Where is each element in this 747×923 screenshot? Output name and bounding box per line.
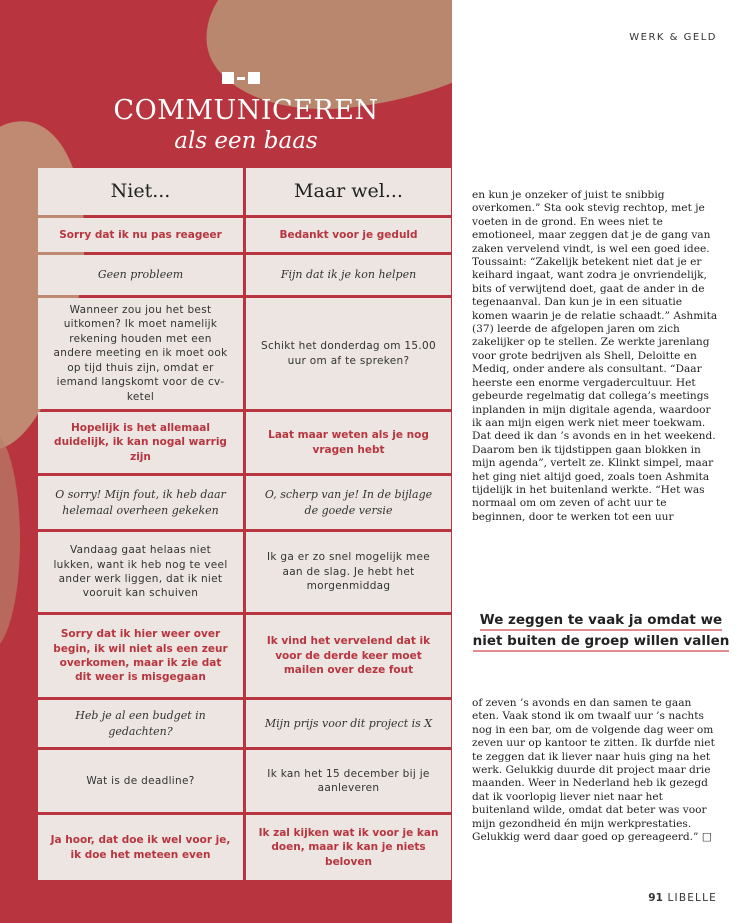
header-niet: Niet... xyxy=(38,168,243,215)
logo-mark-icon xyxy=(222,72,260,84)
wel-cell: Schikt het donderdag om 15.00 uur om af te spreken? xyxy=(246,298,451,409)
body-text-lower: of zeven ’s avonds en dan samen te gaan eten. Vaak stond ik om twaalf uur ’s nachts nog in een bar, om de volgende dag weer om zeven uur op kantoor te zitten. Ik durfde niet te zeggen dat ik liever naar huis ging na het werk. Gelukkig duurde dit project maar drie maanden. Weer in Nederland heb ik gezegd dat ik voorlopig liever niet naar het buitenland wilde, omdat dat beter was voor mijn gezondheid én mijn werkprestaties. Gelukkig werd daar goed op gereageerd.” □ xyxy=(472,697,715,844)
table-header-row xyxy=(38,168,452,215)
wel-cell: Ik ga er zo snel mogelijk mee aan de slag. Je hebt het morgenmiddag xyxy=(246,532,451,612)
wel-cell: Bedankt voor je geduld xyxy=(246,218,451,252)
niet-cell: Hopelijk is het allemaal duidelijk, ik kan nogal warrig zijn xyxy=(38,412,243,473)
table-row xyxy=(38,700,452,747)
wel-cell: Fijn dat ik je kon helpen xyxy=(246,255,451,295)
wel-cell: Laat maar weten als je nog vragen hebt xyxy=(246,412,451,473)
niet-cell: Vandaag gaat helaas niet lukken, want ik heb nog te veel ander werk liggen, dat ik niet vooruit kan schuiven xyxy=(38,532,243,612)
section-label: WERK & GELD xyxy=(629,32,717,43)
niet-cell: Heb je al een budget in gedachten? xyxy=(38,700,243,747)
wel-cell: Mijn prijs voor dit project is X xyxy=(246,700,451,747)
comparison-table xyxy=(38,168,452,883)
table-row xyxy=(38,298,452,409)
table-row xyxy=(38,750,452,812)
magazine-name: LIBELLE xyxy=(667,892,717,904)
table-row xyxy=(38,615,452,697)
niet-cell: Ja hoor, dat doe ik wel voor je, ik doe het meteen even xyxy=(38,815,243,880)
niet-cell: Sorry dat ik hier weer over begin, ik wil niet als een zeur overkomen, maar ik zie dat dit weer is misgegaan xyxy=(38,615,243,697)
table-row xyxy=(38,476,452,529)
niet-cell: Wanneer zou jou het best uitkomen? Ik moet namelijk rekening houden met een andere meeting en ik moet ook op tijd thuis zijn, omdat er iemand langskomt voor de cv-ketel xyxy=(38,298,243,409)
page-number: 91 xyxy=(648,892,663,904)
table-row xyxy=(38,255,452,295)
table-row xyxy=(38,815,452,880)
pull-quote-text: We zeggen te vaak ja omdat we niet buiten de groep willen vallen xyxy=(473,612,730,652)
table-row xyxy=(38,218,452,252)
title-line-2: als een baas xyxy=(174,128,318,154)
niet-cell: O sorry! Mijn fout, ik heb daar helemaal overheen gekeken xyxy=(38,476,243,529)
header-maar-wel: Maar wel... xyxy=(246,168,451,215)
niet-cell: Geen probleem xyxy=(38,255,243,295)
decor-blob-lower xyxy=(0,430,20,650)
pull-quote xyxy=(466,610,736,652)
niet-cell: Wat is de deadline? xyxy=(38,750,243,812)
table-row xyxy=(38,412,452,473)
niet-cell: Sorry dat ik nu pas reageer xyxy=(38,218,243,252)
body-text-upper: en kun je onzeker of juist te snibbig overkomen.” Sta ook stevig rechtop, met je voeten in de grond. En wees niet te emotioneel, maar zeggen dat je de gang van zaken vervelend vindt, is wel een goed idee. Toussaint: “Zakelijk betekent niet dat je er keihard ingaat, want zodra je onvriendelijk, bits of verwijtend doet, gaat de ander in de tegenaanval. Dan kun je in een situatie komen waarin je de relatie schaadt.” Ashmita (37) leerde de afgelopen jaren om zich zakelijker op te stellen. Ze werkte jarenlang voor grote bedrijven als Shell, Deloitte en Mediq, onder andere als consultant. “Daar heerste een enorme vergadercultuur. Het gebeurde regelmatig dat collega’s meetings inplanden in mijn digitale agenda, waardoor ik aan mijn eigen werk niet meer toekwam. Dat deed ik dan ’s avonds en in het weekend. Daarom ben ik tijdstippen gaan blokken in mijn agenda”, vertelt ze. Klinkt simpel, maar het ging niet altijd goed, zoals toen Ashmita tijdelijk in het buitenland werkte. “Het was normaal om om zeven of acht uur te beginnen, door te werken tot een uur xyxy=(472,189,718,523)
wel-cell: Ik zal kijken wat ik voor je kan doen, maar ik kan je niets beloven xyxy=(246,815,451,880)
wel-cell: O, scherp van je! In de bijlage de goede versie xyxy=(246,476,451,529)
wel-cell: Ik kan het 15 december bij je aanleveren xyxy=(246,750,451,812)
title-line-1: COMMUNICEREN xyxy=(113,95,379,126)
table-row xyxy=(38,532,452,612)
wel-cell: Ik vind het vervelend dat ik voor de derde keer moet mailen over deze fout xyxy=(246,615,451,697)
page-folio xyxy=(648,892,717,904)
